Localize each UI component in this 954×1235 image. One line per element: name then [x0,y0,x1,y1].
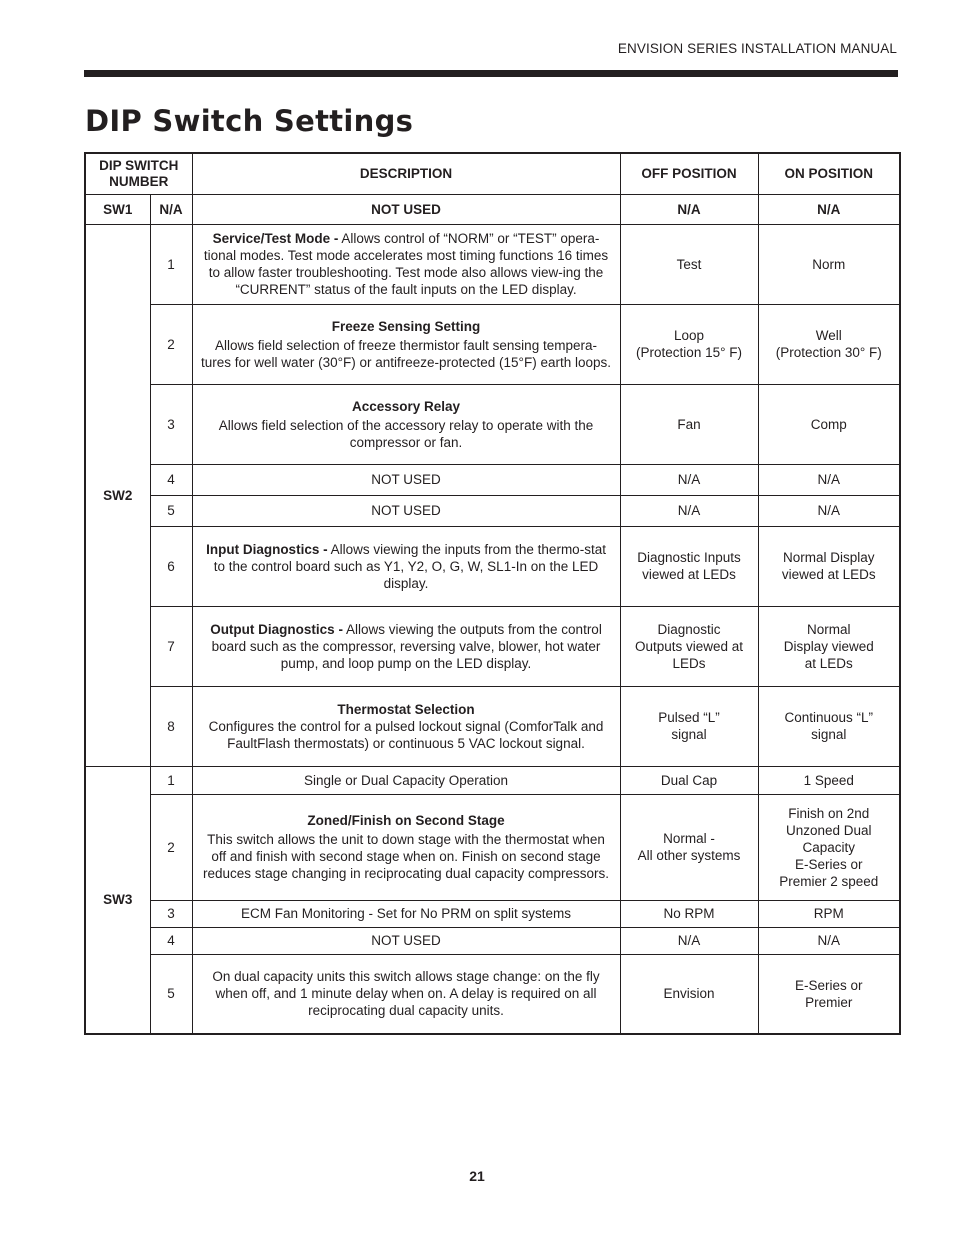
switch-description: Input Diagnostics - Allows viewing the inputs from the thermo-stat to the control board such as Y1, Y2, O, G, W, SL1-In on the LED display. [192,526,620,606]
page-number: 21 [469,1168,485,1184]
off-position-value: Normal - All other systems [620,794,758,900]
table-row [85,606,900,686]
table-row [85,900,900,927]
switch-description: Freeze Sensing Setting Allows field selection of freeze thermistor fault sensing tempera-tures for well water (30°F) or antifreeze-protected (15°F) earth loops. [192,304,620,384]
switch-description: NOT USED [192,495,620,526]
on-position-value: 1 Speed [758,766,900,794]
switch-description: NOT USED [192,927,620,954]
column-header-description: DESCRIPTION [192,153,620,194]
switch-number: 5 [150,495,192,526]
table-row [85,954,900,1034]
switch-description: NOT USED [192,464,620,495]
switch-group-label: SW3 [85,766,150,1034]
switch-description: ECM Fan Monitoring - Set for No PRM on split systems [192,900,620,927]
switch-description: Thermostat Selection Configures the control for a pulsed lockout signal (ComforTalk and FaultFlash thermostats) or continuous 5 VAC lockout signal. [192,686,620,766]
switch-description: Output Diagnostics - Allows viewing the outputs from the control board such as the compressor, reversing valve, blower, hot water pump, and loop pump on the LED display. [192,606,620,686]
on-position-value: Comp [758,384,900,464]
switch-description: NOT USED [192,194,620,224]
switch-number: 4 [150,464,192,495]
switch-number: 1 [150,224,192,304]
switch-number: 2 [150,304,192,384]
table-header-row [85,153,900,194]
switch-description: Single or Dual Capacity Operation [192,766,620,794]
switch-group-label: SW2 [85,224,150,766]
switch-description: Accessory Relay Allows field selection of the accessory relay to operate with the compressor or fan. [192,384,620,464]
table-row [85,464,900,495]
table-row [85,495,900,526]
table-row [85,766,900,794]
table-row [85,304,900,384]
off-position-value: Test [620,224,758,304]
switch-number: 7 [150,606,192,686]
table-row [85,927,900,954]
switch-number: 3 [150,384,192,464]
on-position-value: Normal Display viewed at LEDs [758,526,900,606]
on-position-value: N/A [758,194,900,224]
on-position-value: Continuous “L” signal [758,686,900,766]
switch-number: 3 [150,900,192,927]
off-position-value: Loop (Protection 15° F) [620,304,758,384]
switch-description: Zoned/Finish on Second Stage This switch allows the unit to down stage with the thermostat when off and finish with second stage when on. Finish on second stage reduces stage changing in reciprocating dual capacity compressors. [192,794,620,900]
table-row [85,794,900,900]
table-row [85,526,900,606]
switch-number: 1 [150,766,192,794]
off-position-value: No RPM [620,900,758,927]
column-header-off: OFF POSITION [620,153,758,194]
switch-number: N/A [150,194,192,224]
switch-number: 5 [150,954,192,1034]
header-rule [84,70,898,77]
off-position-value: Pulsed “L” signal [620,686,758,766]
on-position-value: Norm [758,224,900,304]
off-position-value: N/A [620,464,758,495]
switch-number: 6 [150,526,192,606]
off-position-value: Diagnostic Inputs viewed at LEDs [620,526,758,606]
on-position-value: Well (Protection 30° F) [758,304,900,384]
on-position-value: E-Series or Premier [758,954,900,1034]
table-row-sw1 [85,194,900,224]
off-position-value: N/A [620,927,758,954]
dip-switch-table [84,152,901,1035]
column-header-on: ON POSITION [758,153,900,194]
on-position-value: N/A [758,464,900,495]
table-row [85,224,900,304]
switch-number: 4 [150,927,192,954]
off-position-value: Dual Cap [620,766,758,794]
off-position-value: Fan [620,384,758,464]
on-position-value: N/A [758,927,900,954]
running-header: ENVISION SERIES INSTALLATION MANUAL [617,41,897,56]
off-position-value: Diagnostic Outputs viewed at LEDs [620,606,758,686]
switch-number: 8 [150,686,192,766]
on-position-value: Normal Display viewed at LEDs [758,606,900,686]
on-position-value: Finish on 2nd Unzoned Dual Capacity E-Series or Premier 2 speed [758,794,900,900]
table-row [85,686,900,766]
page-title: DIP Switch Settings [85,104,414,138]
switch-group-label: SW1 [85,194,150,224]
switch-number: 2 [150,794,192,900]
column-header-number: DIP SWITCH NUMBER [85,153,192,194]
on-position-value: N/A [758,495,900,526]
switch-description: Service/Test Mode - Allows control of “NORM” or “TEST” opera-tional modes. Test mode accelerates most timing functions 16 times to allow faster troubleshooting. Test mode also allows view-ing the “CURRENT” status of the fault inputs on the LED display. [192,224,620,304]
off-position-value: N/A [620,194,758,224]
off-position-value: Envision [620,954,758,1034]
switch-description: On dual capacity units this switch allows stage change: on the fly when off, and 1 minute delay when on. A delay is required on all reciprocating dual capacity units. [192,954,620,1034]
table-row [85,384,900,464]
on-position-value: RPM [758,900,900,927]
off-position-value: N/A [620,495,758,526]
